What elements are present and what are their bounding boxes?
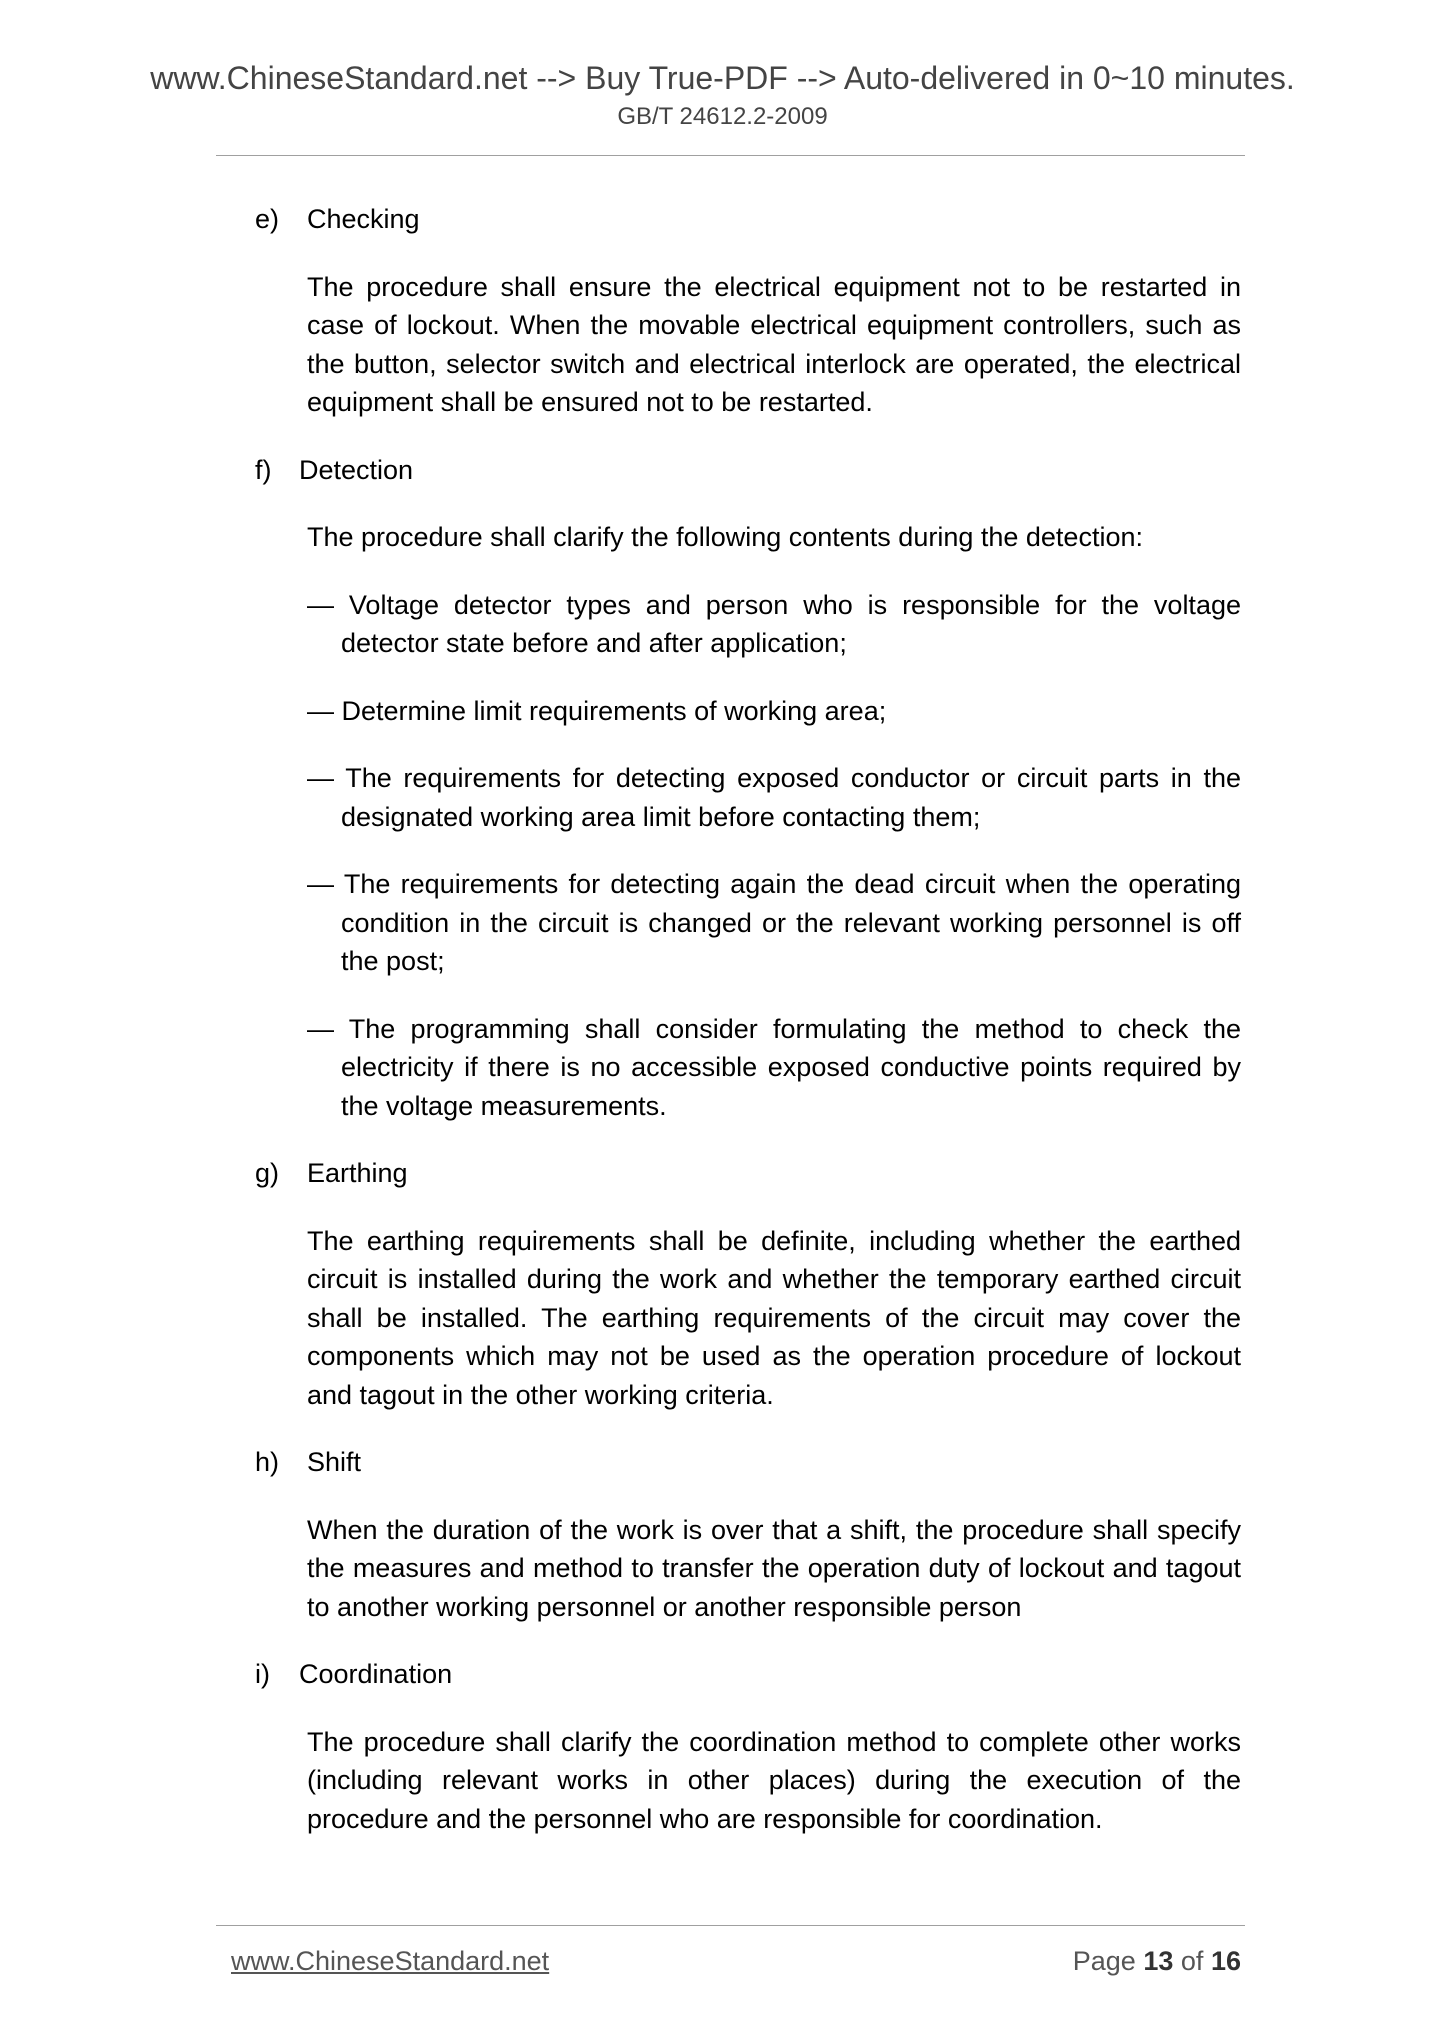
document-body [0, 200, 1445, 1867]
list-item: — The requirements for detecting again the dead circuit when the operating condition in the circuit is changed or the relevant working personnel is off the post; [307, 869, 1241, 976]
section-title: Shift [307, 1447, 362, 1477]
header-banner[interactable]: www.ChineseStandard.net --> Buy True-PDF --> Auto-delivered in 0~10 minutes. [150, 60, 1295, 96]
section-title: Checking [307, 204, 420, 234]
section-paragraph: The earthing requirements shall be definite, including whether the earthed circuit is installed during the work and whether the temporary earthed circuit shall be installed. The earthing requirements of the circuit may cover the components which may not be used as the operation procedure of lockout and tagout in the other working criteria. [307, 1225, 1241, 1410]
section-paragraph: The procedure shall clarify the coordination method to complete other works (including relevant works in other places) during the execution of the procedure and the personnel who are responsible for coordination. [307, 1726, 1241, 1834]
section-title: Coordination [299, 1659, 453, 1689]
section-letter: h) [255, 1447, 280, 1477]
section-heading [0, 1443, 1445, 1482]
section-letter: f) [255, 454, 272, 485]
document-id: GB/T 24612.2-2009 [617, 103, 828, 130]
section-letter: i) [255, 1659, 270, 1689]
section-title: Earthing [307, 1158, 408, 1188]
list-item: — The programming shall consider formulating the method to check the electricity if there is no accessible exposed conductive points required by the voltage measurements. [307, 1013, 1241, 1121]
page-word: Page [1072, 1946, 1136, 1976]
page-footer [0, 1941, 1445, 1981]
list-item: — Determine limit requirements of working area; [307, 695, 887, 726]
page-number [1073, 1941, 1241, 1981]
section-letter: g) [255, 1158, 280, 1188]
list-item: — The requirements for detecting exposed conductor or circuit parts in the designated working area limit before contacting them; [307, 763, 1241, 832]
footer-divider [216, 1925, 1245, 1926]
footer-website-link[interactable]: www.ChineseStandard.net [231, 1946, 550, 1976]
page-total: 16 [1210, 1946, 1241, 1976]
list-item: — Voltage detector types and person who is responsible for the voltage detector state before and after application; [307, 589, 1241, 658]
page-of: of [1180, 1946, 1204, 1976]
header-divider [216, 155, 1245, 156]
section-heading [0, 1154, 1445, 1193]
section-heading [0, 451, 1445, 490]
section-shift [0, 1443, 1445, 1626]
page-header [0, 0, 1445, 132]
section-checking [0, 200, 1445, 422]
page-current: 13 [1143, 1946, 1174, 1976]
section-paragraph: When the duration of the work is over that a shift, the procedure shall specify the measures and method to transfer the operation duty of lockout and tagout to another working personnel or another responsible person [307, 1514, 1241, 1622]
section-heading [0, 200, 1445, 239]
section-earthing [0, 1154, 1445, 1414]
section-heading [0, 1655, 1445, 1694]
section-coordination [0, 1655, 1445, 1838]
section-paragraph: The procedure shall ensure the electrical equipment not to be restarted in case of lockout. When the movable electrical equipment controllers, such as the button, selector switch and electrical interlock are operated, the electrical equipment shall be ensured not to be restarted. [307, 271, 1241, 417]
section-letter: e) [255, 204, 280, 234]
section-detection [0, 451, 1445, 1126]
section-title: Detection [299, 454, 414, 485]
section-intro: The procedure shall clarify the following contents during the detection: [307, 522, 1143, 552]
